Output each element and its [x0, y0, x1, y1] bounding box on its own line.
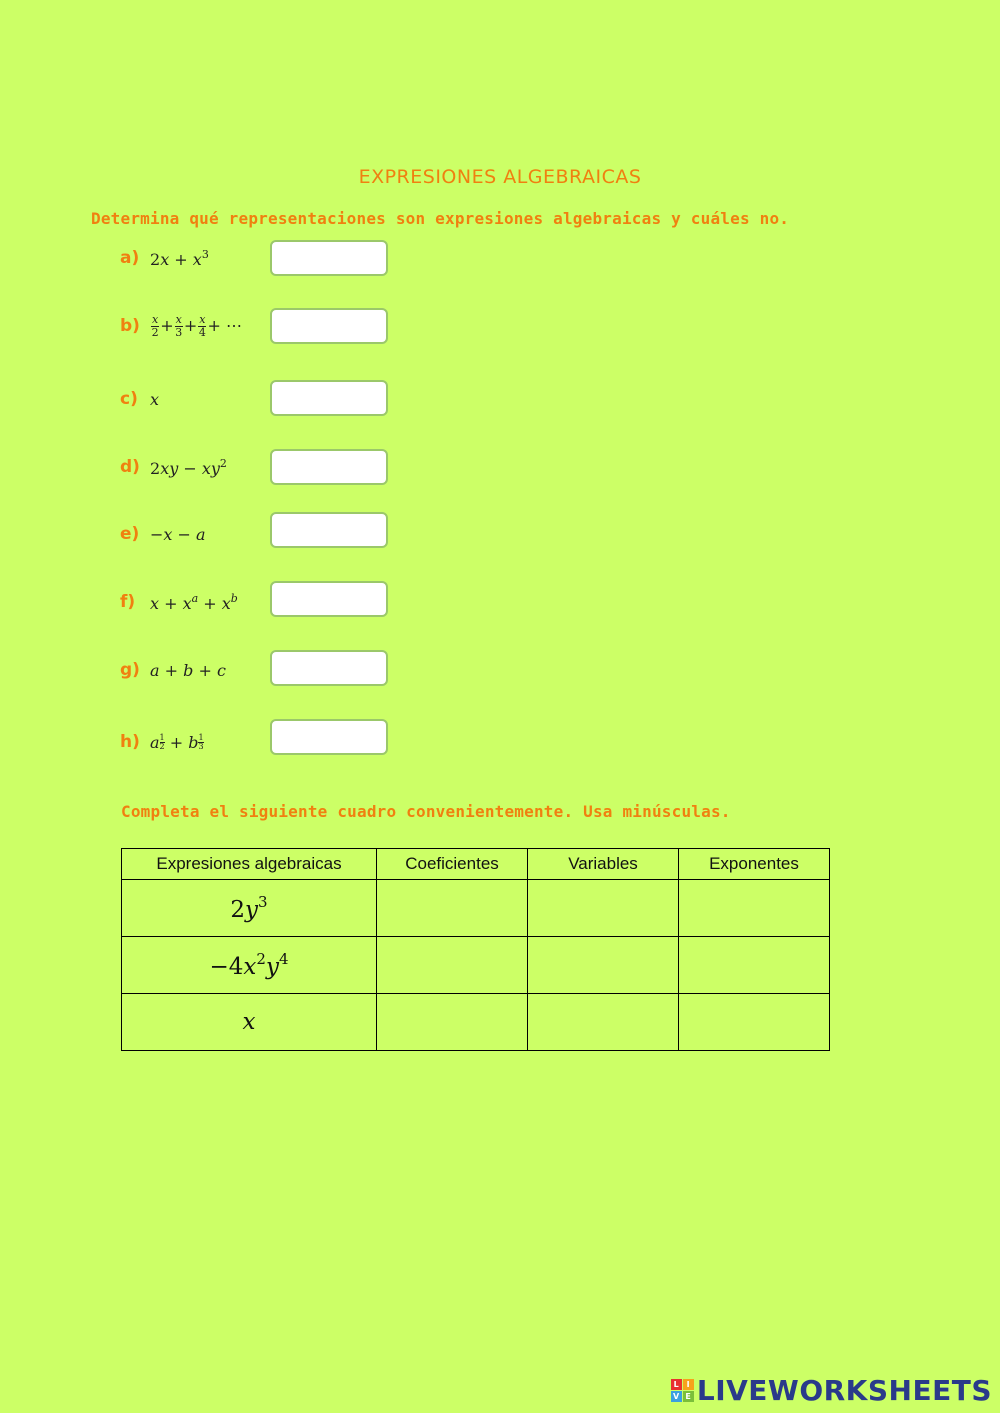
expression: x: [150, 389, 160, 409]
item-h: [120, 722, 204, 762]
liveworksheets-logo: [671, 1374, 992, 1407]
answer-input-g[interactable]: [270, 650, 388, 686]
expression-cell: $2y^3$: [122, 880, 377, 937]
instruction-table: Completa el siguiente cuadro convenientemente. Usa minúsculas.: [121, 802, 731, 821]
table-header-row: [122, 849, 830, 880]
expression: −x − a: [150, 524, 206, 544]
item-e: [120, 514, 206, 554]
page-title: EXPRESIONES ALGEBRAICAS: [358, 166, 642, 188]
item-label: g): [120, 660, 140, 680]
answer-input-a[interactable]: [270, 240, 388, 276]
expressions-table: [121, 848, 830, 1051]
table-row: [122, 994, 830, 1051]
item-d: [120, 447, 227, 487]
variables-input[interactable]: [528, 994, 679, 1051]
header-exponentes: Exponentes: [679, 849, 830, 880]
header-variables: Variables: [528, 849, 679, 880]
item-label: a): [120, 248, 140, 268]
header-expresiones: Expresiones algebraicas: [122, 849, 377, 880]
answer-input-f[interactable]: [270, 581, 388, 617]
item-b: [120, 306, 242, 346]
expression: $2xy - xy^2$: [150, 456, 227, 478]
exponentes-input[interactable]: [679, 880, 830, 937]
item-a: [120, 238, 209, 278]
answer-input-b[interactable]: [270, 308, 388, 344]
coeficientes-input[interactable]: [377, 937, 528, 994]
item-label: e): [120, 524, 140, 544]
expression: $x + x^a + x^b$: [150, 591, 238, 613]
exponentes-input[interactable]: [679, 937, 830, 994]
expression: a + b + c: [150, 660, 226, 680]
coeficientes-input[interactable]: [377, 880, 528, 937]
expression: $2x + x^3$: [150, 247, 209, 269]
item-g: [120, 650, 226, 690]
item-label: f): [120, 592, 136, 612]
exponentes-input[interactable]: [679, 994, 830, 1051]
answer-input-h[interactable]: [270, 719, 388, 755]
expression: $\frac{x}{2}$ + $\frac{x}{3}$ + $\frac{x}{4}$ + ⋯: [151, 312, 242, 339]
table-row: [122, 937, 830, 994]
variables-input[interactable]: [528, 880, 679, 937]
logo-mark-icon: L I V E: [671, 1379, 694, 1402]
item-label: d): [120, 457, 140, 477]
expression-cell: x: [122, 994, 377, 1051]
logo-text: LIVEWORKSHEETS: [696, 1374, 992, 1407]
item-c: [120, 379, 159, 419]
answer-input-d[interactable]: [270, 449, 388, 485]
item-label: c): [120, 389, 138, 409]
answer-input-e[interactable]: [270, 512, 388, 548]
item-label: b): [120, 316, 140, 336]
instruction-identify: Determina qué representaciones son expresiones algebraicas y cuáles no.: [91, 209, 790, 228]
variables-input[interactable]: [528, 937, 679, 994]
expression-cell: $-4x^2y^4$: [122, 937, 377, 994]
item-label: h): [120, 732, 140, 752]
expression: a $\frac{1}{2}$ + b $\frac{1}{3}$: [150, 732, 204, 752]
header-coeficientes: Coeficientes: [377, 849, 528, 880]
coeficientes-input[interactable]: [377, 994, 528, 1051]
table-row: [122, 880, 830, 937]
item-f: [120, 582, 238, 622]
answer-input-c[interactable]: [270, 380, 388, 416]
